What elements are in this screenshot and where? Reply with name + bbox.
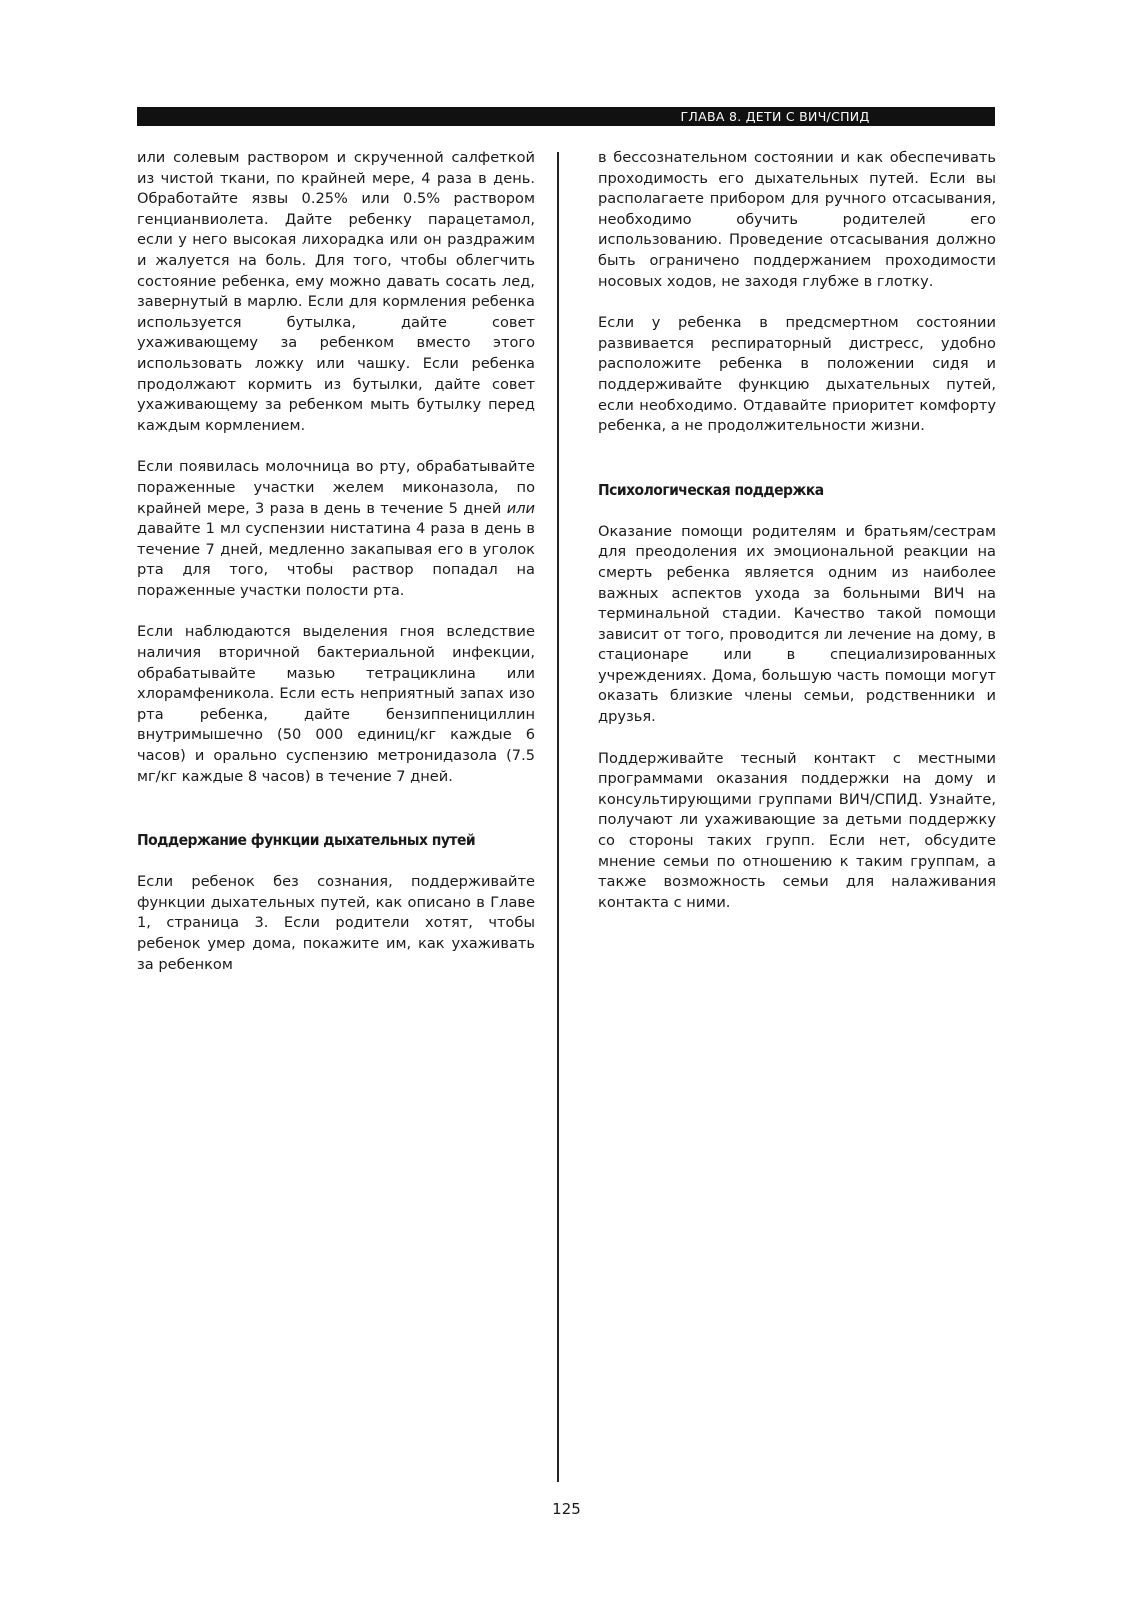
paragraph: Если у ребенка в предсмертном состоянии развивается респираторный дистресс, удобно расположите ребенка в положении сидя и поддерживайте функцию дыхательных путей, если необходимо. Отдавайте приоритет комфорту ребенка, а не продолжительности жизни.	[598, 314, 996, 435]
left-column	[137, 148, 535, 975]
paragraph: Поддерживайте тесный контакт с местными программами оказания поддержки на дому и консультирующими группами ВИЧ/СПИД. Узнайте, получают ли ухаживающие за детьми поддержку со стороны таких групп. Если нет, обсудите мнение семьи по отношению к таким группам, а также возможность семьи для налаживания контакта с ними.	[598, 749, 996, 911]
page-number: 125	[552, 1500, 581, 1518]
section-heading: Поддержание функции дыхательных путей	[137, 831, 476, 850]
chapter-title: ГЛАВА 8. ДЕТИ С ВИЧ/СПИД	[680, 109, 870, 124]
column-divider	[557, 152, 559, 1482]
chapter-header-bar	[137, 107, 995, 126]
paragraph: Если ребенок без сознания, поддерживайте функции дыхательных путей, как описано в Главе 1, страница 3. Если родители хотят, чтобы ребенок умер дома, покажите им, как ухаживать за ребенком	[137, 873, 535, 973]
paragraph-text: давайте 1 мл суспензии нистатина 4 раза в день в течение 7 дней, медленно закапывая его в уголок рта для того, чтобы раствор попадал на пораженные участки полости рта.	[137, 520, 535, 599]
paragraph	[137, 457, 535, 601]
paragraph: в бессознательном состоянии и как обеспечивать проходимость его дыхательных путей. Если вы располагаете прибором для ручного отсасывания, необходимо обучить родителей его использованию. Проведение отсасывания должно быть ограничено поддержанием проходимости носовых ходов, не заходя глубже в глотку.	[598, 149, 996, 290]
paragraph: Оказание помощи родителям и братьям/сестрам для преодоления их эмоциональной реакции на смерть ребенка является одним из наиболее важных аспектов ухода за больными ВИЧ на терминальной стадии. Качество такой помощи зависит от того, проводится ли лечение на дому, в стационаре или в специализированных учреждениях. Дома, большую часть помощи могут оказать близкие члены семьи, родственники и друзья.	[598, 522, 996, 726]
paragraph-text: Если появилась молочница во рту, обрабатывайте пораженные участки желем миконазола, по крайней мере, 3 раза в день в течение 5 дней	[137, 458, 535, 517]
right-column	[598, 148, 996, 913]
emphasis-text: или	[506, 499, 535, 517]
section-heading: Психологическая поддержка	[598, 480, 824, 499]
paragraph: или солевым раствором и скрученной салфеткой из чистой ткани, по крайней мере, 4 раза в день. Обработайте язвы 0.25% или 0.5% раствором генцианвиолета. Дайте ребенку парацетамол, если у него высокая лихорадка или он раздражим и жалуется на боль. Для того, чтобы облегчить состояние ребенка, ему можно давать сосать лед, завернутый в марлю. Если для кормления ребенка используется бутылка, дайте совет ухаживающему за ребенком вместо этого использовать ложку или чашку. Если ребенка продолжают кормить из бутылки, дайте совет ухаживающему за ребенком мыть бутылку перед каждым кормлением.	[137, 149, 535, 434]
paragraph: Если наблюдаются выделения гноя вследствие наличия вторичной бактериальной инфекции, обрабатывайте мазью тетрациклина или хлорамфеникола. Если есть неприятный запах изо рта ребенка, дайте бензиппенициллин внутримышечно (50 000 единиц/кг каждые 6 часов) и орально суспензию метронидазола (7.5 мг/кг каждые 8 часов) в течение 7 дней.	[137, 623, 535, 785]
